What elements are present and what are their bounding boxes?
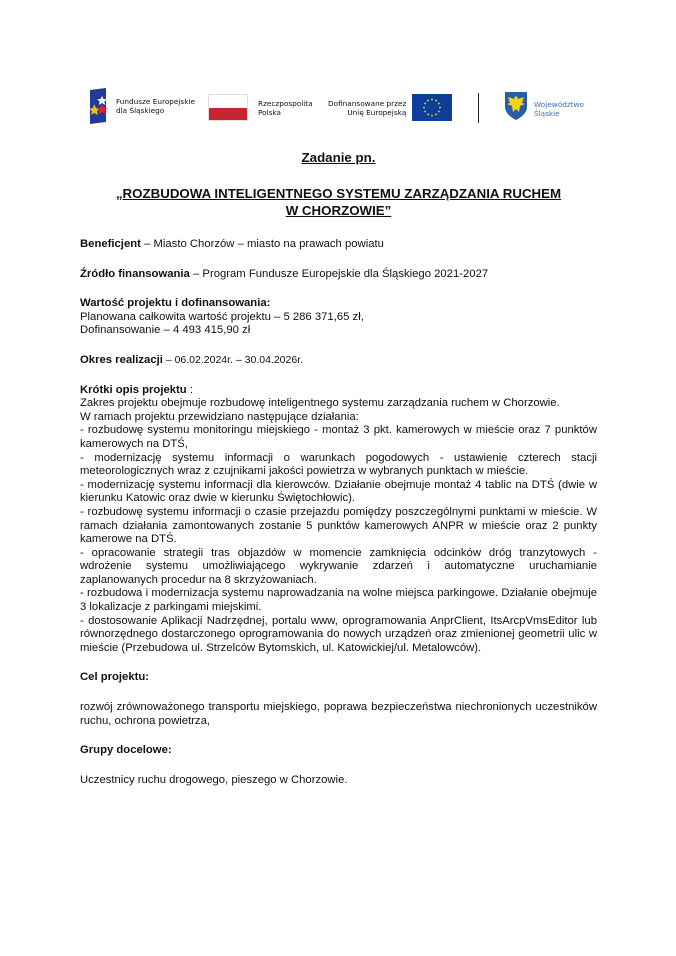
project-title <box>80 185 597 219</box>
wojewodztwo-slaskie-logo <box>504 91 584 126</box>
fundusze-europejskie-logo <box>88 88 195 124</box>
fundusze-europejskie-icon <box>88 88 110 124</box>
cel-label: Cel projektu: <box>80 671 150 684</box>
zrodlo-value: – Program Fundusze Europejskie dla Śląskiego 2021-2027 <box>189 267 489 280</box>
wartosc-dofinansowanie: Dofinansowanie – 4 493 415,90 zł <box>80 324 251 337</box>
project-title-line2: W CHORZOWIE” <box>285 203 392 218</box>
opis-item: - rozbudowę systemu informacji o czasie przejazdu pomiędzy poszczególnymi punktami w mieście. W ramach działania zamontowanych zostanie 5 punktów kamerowych ANPR w mieście oraz 2 punkty kamerowe na DTŚ. <box>80 505 597 546</box>
polish-flag-icon <box>208 94 248 121</box>
wartosc-section <box>80 297 597 338</box>
rzeczpospolita-polska-logo <box>208 94 313 121</box>
slaskie-logo-line1: Województwo <box>534 99 584 109</box>
zrodlo-label: Źródło finansowania <box>80 267 190 280</box>
grupy-value: Uczestnicy ruchu drogowego, pieszego w Chorzowie. <box>80 773 348 786</box>
project-title-line1: „ROZBUDOWA INTELIGENTNEGO SYSTEMU ZARZĄDZANIA RUCHEM <box>115 186 562 201</box>
opis-label-suffix: : <box>186 383 193 396</box>
opis-item: - dostosowanie Aplikacji Nadrzędnej, portalu www, oprogramowania AnprClient, ItsArcpVmsEditor lub równorzędnego dostarczonego oprogramowania do nowych urządzeń oraz zmienionej geometrii ulic w mieście (Przebudowa ul. Strzelców Bytomskich, ul. Katowickiej/ul. Metalowców). <box>80 614 597 654</box>
logo-divider <box>478 93 479 123</box>
task-heading: Zadanie pn. <box>301 150 376 165</box>
okres-label: Okres realizacji <box>80 353 163 366</box>
opis-item: - modernizację systemu informacji o warunkach pogodowych - ustawienie czterech stacji meteorologicznych wraz z czujnikami jakości powietrza w wybranych punktach w mieście. <box>80 451 597 478</box>
wartosc-total: Planowana całkowita wartość projektu – 5 286 371,65 zł, <box>80 310 364 323</box>
opis-intro-2: W ramach projektu przewidziano następujące działania: <box>80 410 359 423</box>
logo-bar <box>88 88 608 128</box>
opis-section <box>80 384 597 656</box>
beneficjent-section <box>80 238 597 252</box>
zrodlo-section <box>80 268 597 282</box>
grupy-label: Grupy docelowe: <box>80 744 172 757</box>
fundusze-logo-line2: dla Śląskiego <box>116 106 165 115</box>
document-body <box>80 150 597 787</box>
cel-value: rozwój zrównoważonego transportu miejskiego, poprawa bezpieczeństwa niechronionych uczestników ruchu, ochrona powietrza, <box>80 701 597 727</box>
slaskie-logo-line2: Śląskie <box>534 108 560 118</box>
okres-section <box>80 354 597 368</box>
opis-intro-1: Zakres projektu obejmuje rozbudowę inteligentnego systemu zarządzania ruchem w Chorzowie. <box>80 397 560 410</box>
beneficjent-value: – Miasto Chorzów – miasto na prawach powiatu <box>140 238 384 250</box>
fundusze-logo-line1: Fundusze Europejskie <box>116 97 195 106</box>
opis-item: - modernizację systemu informacji dla kierowców. Działanie obejmuje montaż 4 tablic na DTŚ (dwie w kierunku Katowic oraz dwie w kierunku Świętochłowic). <box>80 478 597 505</box>
opis-item: - rozbudowa i modernizacja systemu naprowadzania na wolne miejsca parkingowe. Działanie obejmuje 3 lokalizacje z parkingami miejskimi. <box>80 587 597 614</box>
beneficjent-label: Beneficjent <box>80 238 141 250</box>
polska-logo-line2: Polska <box>258 107 282 117</box>
eu-logo-line2: Unię Europejską <box>347 107 407 117</box>
eu-logo-line1: Dofinansowane przez <box>328 98 407 108</box>
eu-flag-icon <box>412 94 452 121</box>
polska-logo-line1: Rzeczpospolita <box>258 98 313 108</box>
wartosc-label: Wartość projektu i dofinansowania: <box>80 297 271 310</box>
opis-heading <box>80 384 597 398</box>
opis-label: Krótki opis projektu <box>80 383 187 396</box>
opis-item: - rozbudowę systemu monitoringu miejskiego - montaż 3 pkt. kamerowych w mieście oraz 7 punktów kamerowych na DTŚ, <box>80 424 597 450</box>
slaskie-coat-of-arms-icon <box>504 91 528 126</box>
eu-logo <box>328 94 452 121</box>
okres-value: – 06.02.2024r. – 30.04.2026r. <box>162 353 304 366</box>
opis-item: - opracowanie strategii tras objazdów w momencie zamknięcia odcinków dróg tranzytowych - wdrożenie systemu umożliwiającego wykrywanie zdarzeń i automatyczne uruchamianie zaplanowanych procedur na 8 skrzyżowaniach. <box>80 546 597 586</box>
